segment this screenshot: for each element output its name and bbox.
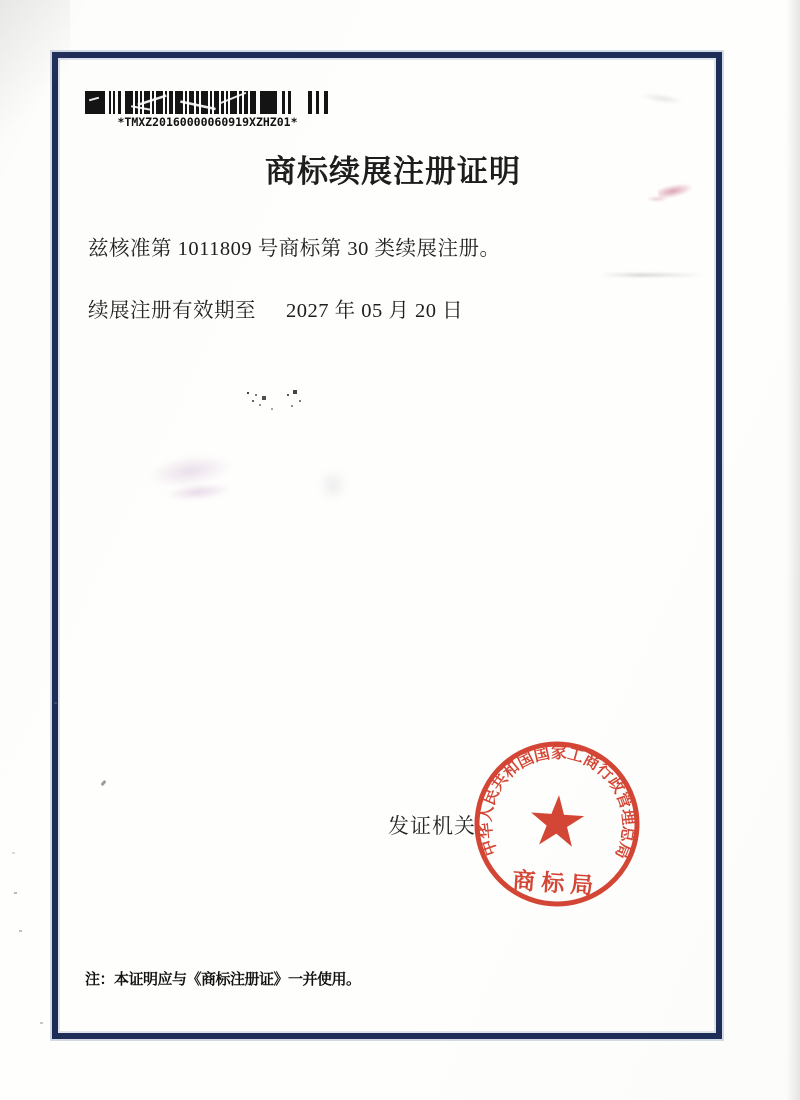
seal-center-text: 商标局	[511, 868, 601, 900]
barcode-image	[85, 91, 330, 114]
issuer-label: 发证机关	[388, 814, 476, 838]
seal-arc-text: 中华人民共和国国家工商行政管理总局	[475, 742, 639, 863]
usage-note: 注：本证明应与《商标注册证》一并使用。	[85, 972, 361, 988]
validity-label: 续展注册有效期至	[88, 300, 256, 322]
official-seal	[472, 739, 642, 909]
certificate-title: 商标续展注册证明	[265, 154, 521, 189]
seal-star-icon	[529, 793, 586, 847]
validity-date: 2027 年 05 月 20 日	[286, 300, 464, 322]
barcode-block	[85, 91, 330, 129]
barcode-text: *TMXZ20160000060919XZHZ01*	[117, 115, 298, 129]
approval-statement: 兹核准第 1011809 号商标第 30 类续展注册。	[88, 238, 501, 260]
scan-artifact-margin-specks	[14, 892, 17, 894]
validity-line	[88, 293, 463, 323]
scan-edge-shadow	[786, 0, 800, 1100]
